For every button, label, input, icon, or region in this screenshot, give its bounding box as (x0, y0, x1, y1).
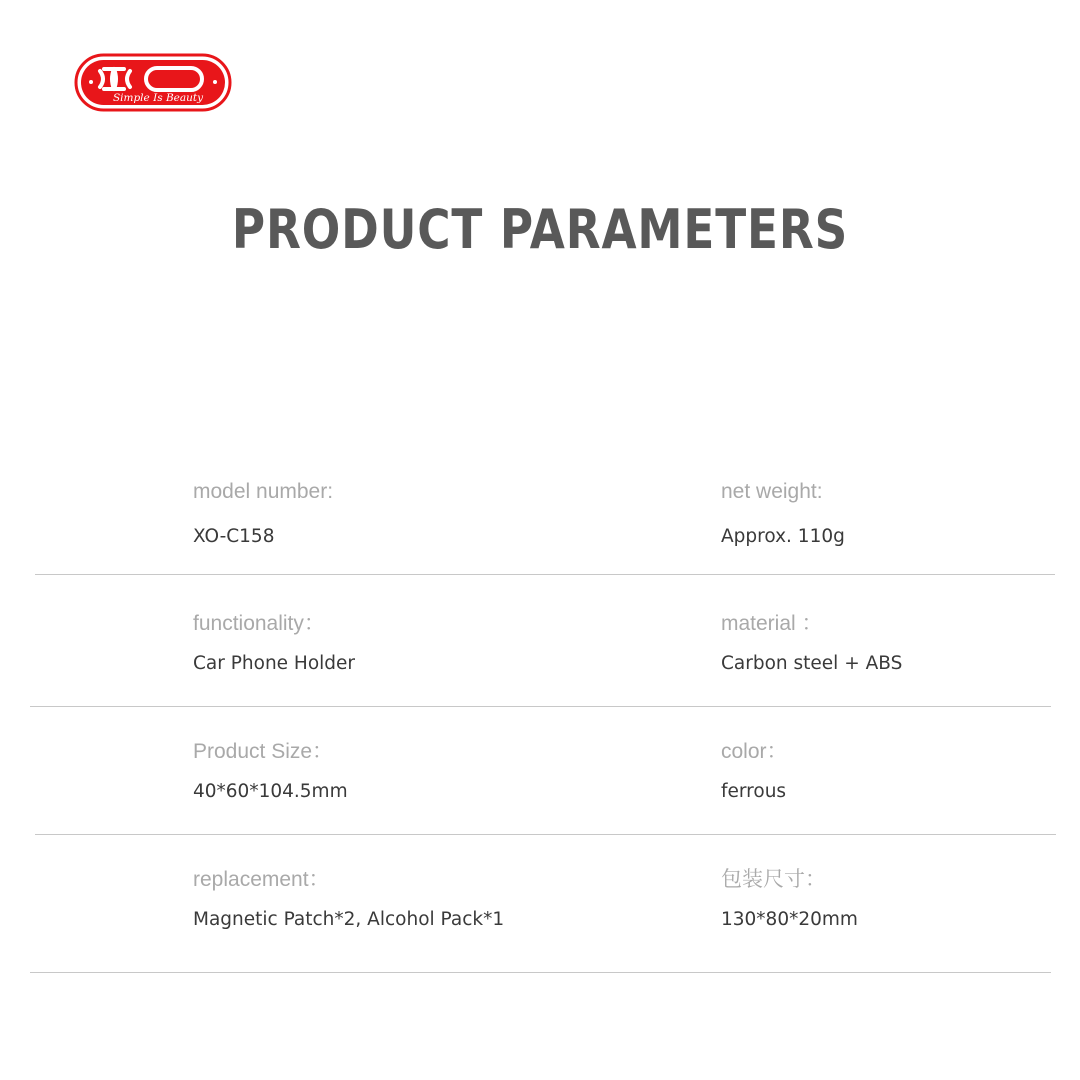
xo-logo-mark (74, 53, 232, 112)
page-title: PRODUCT PARAMETERS (231, 198, 849, 261)
brand-logo (74, 53, 232, 112)
row-divider (35, 574, 1055, 575)
param-value-model-number: XO-C158 (193, 526, 275, 547)
param-label-color: color： (721, 740, 788, 763)
param-value-replacement: Magnetic Patch*2, Alcohol Pack*1 (193, 909, 505, 930)
param-value-package-size: 130*80*20mm (721, 909, 858, 930)
param-label-material: material ： (721, 612, 823, 635)
param-row (0, 480, 1080, 608)
row-divider (30, 972, 1051, 973)
param-value-color: ferrous (721, 781, 787, 802)
param-row (0, 735, 1080, 863)
param-label-replacement: replacement： (193, 868, 330, 891)
param-label-functionality: functionality： (193, 612, 325, 635)
param-value-net-weight: Approx. 110g (721, 526, 845, 547)
row-divider (35, 834, 1056, 835)
param-value-material: Carbon steel + ABS (721, 653, 903, 674)
param-label-net-weight: net weight: (721, 480, 823, 503)
param-label-model-number: model number: (193, 480, 334, 503)
param-row (0, 607, 1080, 735)
param-label-product-size: Product Size： (193, 740, 334, 763)
param-label-package-size: 包装尺寸： (721, 868, 826, 891)
brand-tagline: Simple Is Beauty (112, 92, 204, 104)
param-value-functionality: Car Phone Holder (193, 653, 356, 674)
param-value-product-size: 40*60*104.5mm (193, 781, 348, 802)
row-divider (30, 706, 1051, 707)
